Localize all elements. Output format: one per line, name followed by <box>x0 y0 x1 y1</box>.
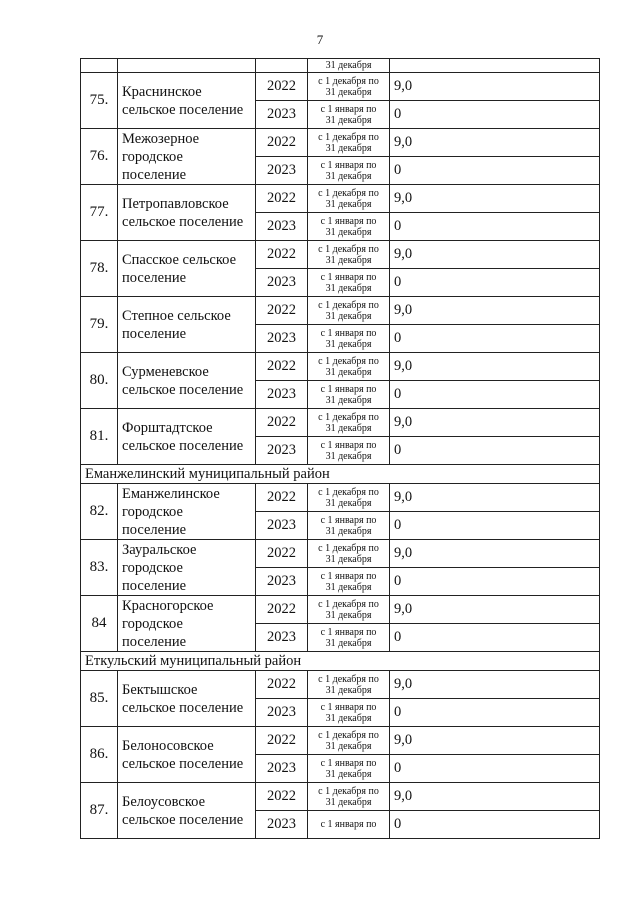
text-line: с 1 января по <box>320 215 377 227</box>
period-cell <box>308 297 390 325</box>
entry-number: 78. <box>81 241 118 297</box>
year-cell: 2023 <box>256 811 308 839</box>
entry-number: 83. <box>81 540 118 596</box>
tariff-table <box>80 58 600 839</box>
text-line: Еманжелинское <box>122 485 220 502</box>
settlement-name <box>118 297 256 353</box>
text-line: 31 декабря <box>325 637 372 649</box>
rate-cell: 0 <box>390 213 600 241</box>
period-cell <box>308 157 390 185</box>
text-line: Белоносовское <box>122 737 214 754</box>
year-cell: 2022 <box>256 727 308 755</box>
entry-number: 80. <box>81 353 118 409</box>
entry-number: 87. <box>81 783 118 839</box>
text-line: 31 декабря <box>325 497 372 509</box>
text-line: 31 декабря <box>325 525 372 537</box>
text-line: с 1 декабря по <box>318 243 379 255</box>
year-cell: 2022 <box>256 73 308 101</box>
entry-number: 82. <box>81 484 118 540</box>
text-line: 31 декабря <box>325 768 372 780</box>
text-line: с 1 января по <box>320 701 377 713</box>
text-line: Белоусовское <box>122 793 205 810</box>
text-line: сельское поселение <box>122 437 244 454</box>
settlement-name <box>118 409 256 465</box>
period-cell <box>308 73 390 101</box>
table-row <box>81 241 600 269</box>
table-body <box>81 59 600 839</box>
text-line: с 1 января по <box>320 819 377 830</box>
period-cell <box>308 596 390 624</box>
text-line: 31 декабря <box>325 338 372 350</box>
table-row <box>81 484 600 512</box>
entry-number: 84 <box>81 596 118 652</box>
text-line: 31 декабря <box>325 114 372 126</box>
period-cell <box>308 437 390 465</box>
entry-number: 86. <box>81 727 118 783</box>
year-cell: 2022 <box>256 129 308 157</box>
text-line: с 1 января по <box>320 514 377 526</box>
text-line: поселение <box>122 269 187 286</box>
period-cell <box>308 484 390 512</box>
period-cell <box>308 241 390 269</box>
entry-number: 85. <box>81 671 118 727</box>
settlement-name <box>118 185 256 241</box>
text-line: 31 декабря <box>325 226 372 238</box>
rate-cell: 0 <box>390 325 600 353</box>
period-cell <box>308 540 390 568</box>
rate-cell: 9,0 <box>390 129 600 157</box>
text-line: с 1 января по <box>320 439 377 451</box>
page-number: 7 <box>316 32 324 47</box>
text-line: поселение <box>122 166 187 183</box>
period-cell <box>308 568 390 596</box>
table-row-continued <box>81 59 600 73</box>
year-cell: 2022 <box>256 596 308 624</box>
table-row <box>81 297 600 325</box>
text-line: с 1 декабря по <box>318 486 379 498</box>
section-title: Еткульский муниципальный район <box>81 652 600 671</box>
text-line: Степное сельское <box>122 307 231 324</box>
year-cell: 2023 <box>256 157 308 185</box>
year-cell: 2022 <box>256 409 308 437</box>
year-cell: 2023 <box>256 512 308 540</box>
text-line: 31 декабря <box>325 86 372 98</box>
text-line: 31 декабря <box>325 609 372 621</box>
text-line: городское <box>122 615 183 632</box>
period-cell <box>308 409 390 437</box>
period-cell <box>308 353 390 381</box>
year-cell: 2022 <box>256 297 308 325</box>
period-cell <box>308 755 390 783</box>
text-line: с 1 января по <box>320 570 377 582</box>
text-line: с 1 января по <box>320 757 377 769</box>
rate-cell: 9,0 <box>390 353 600 381</box>
text-line: 31 декабря <box>325 740 372 752</box>
text-line: сельское поселение <box>122 381 244 398</box>
period-cell <box>308 512 390 540</box>
entry-number: 81. <box>81 409 118 465</box>
text-line: 31 декабря <box>325 366 372 378</box>
text-line: Краснинское <box>122 83 202 100</box>
year-cell: 2022 <box>256 540 308 568</box>
text-line: городское <box>122 559 183 576</box>
period-cell <box>308 811 390 839</box>
table-row <box>81 727 600 755</box>
text-line: сельское поселение <box>122 213 244 230</box>
text-line: 31 декабря <box>325 254 372 266</box>
section-row <box>81 652 600 671</box>
settlement-name <box>118 353 256 409</box>
year-cell: 2023 <box>256 699 308 727</box>
text-line: с 1 января по <box>320 271 377 283</box>
text-line: 31 декабря <box>325 170 372 182</box>
text-line: городское <box>122 148 183 165</box>
year-cell: 2023 <box>256 755 308 783</box>
text-line: с 1 декабря по <box>318 131 379 143</box>
text-line: с 1 декабря по <box>318 355 379 367</box>
year-cell <box>256 59 308 73</box>
period-cell <box>308 129 390 157</box>
period-cell <box>308 185 390 213</box>
entry-number: 79. <box>81 297 118 353</box>
rate-cell <box>390 59 600 73</box>
section-row <box>81 465 600 484</box>
text-line: Форштадтское <box>122 419 213 436</box>
settlement-name <box>118 73 256 129</box>
entry-number: 76. <box>81 129 118 185</box>
text-line: с 1 января по <box>320 383 377 395</box>
year-cell: 2023 <box>256 624 308 652</box>
rate-cell: 9,0 <box>390 409 600 437</box>
year-cell: 2023 <box>256 437 308 465</box>
text-line: сельское поселение <box>122 811 244 828</box>
year-cell: 2022 <box>256 241 308 269</box>
period-cell <box>308 783 390 811</box>
year-cell: 2022 <box>256 484 308 512</box>
settlement-name <box>118 596 256 652</box>
rate-cell: 9,0 <box>390 185 600 213</box>
text-line: с 1 января по <box>320 103 377 115</box>
rate-cell: 0 <box>390 437 600 465</box>
settlement-name <box>118 484 256 540</box>
text-line: с 1 декабря по <box>318 785 379 797</box>
text-line: сельское поселение <box>122 101 244 118</box>
section-title: Еманжелинский муниципальный район <box>81 465 600 484</box>
text-line: 31 декабря <box>325 684 372 696</box>
text-line: Спасское сельское <box>122 251 237 268</box>
text-line: 31 декабря <box>325 581 372 593</box>
settlement-name <box>118 540 256 596</box>
text-line: поселение <box>122 577 187 594</box>
year-cell: 2022 <box>256 671 308 699</box>
table-row <box>81 783 600 811</box>
text-line: с 1 декабря по <box>318 598 379 610</box>
rate-cell: 9,0 <box>390 540 600 568</box>
text-line: 31 декабря <box>325 198 372 210</box>
settlement-name <box>118 727 256 783</box>
rate-cell: 0 <box>390 811 600 839</box>
period-cell <box>308 325 390 353</box>
text-line: 31 декабря <box>325 142 372 154</box>
text-line: с 1 января по <box>320 159 377 171</box>
text-line: 31 декабря <box>325 282 372 294</box>
text-line: с 1 декабря по <box>318 299 379 311</box>
text-line: с 1 января по <box>320 327 377 339</box>
period-cell: 31 декабря <box>308 59 390 73</box>
rate-cell: 0 <box>390 157 600 185</box>
rate-cell: 0 <box>390 512 600 540</box>
num-cell <box>81 59 118 73</box>
text-line: 31 декабря <box>325 422 372 434</box>
table-row <box>81 185 600 213</box>
text-line: с 1 декабря по <box>318 729 379 741</box>
year-cell: 2022 <box>256 783 308 811</box>
rate-cell: 0 <box>390 381 600 409</box>
rate-cell: 9,0 <box>390 484 600 512</box>
year-cell: 2023 <box>256 213 308 241</box>
text-line: городское <box>122 503 183 520</box>
rate-cell: 0 <box>390 568 600 596</box>
text-line: 31 декабря <box>325 450 372 462</box>
rate-cell: 0 <box>390 101 600 129</box>
rate-cell: 9,0 <box>390 727 600 755</box>
rate-cell: 0 <box>390 269 600 297</box>
text-line: с 1 декабря по <box>318 673 379 685</box>
table-row <box>81 129 600 157</box>
period-cell <box>308 699 390 727</box>
period-cell <box>308 101 390 129</box>
rate-cell: 0 <box>390 755 600 783</box>
rate-cell: 9,0 <box>390 671 600 699</box>
year-cell: 2022 <box>256 185 308 213</box>
rate-cell: 9,0 <box>390 596 600 624</box>
text-line: Бектышское <box>122 681 198 698</box>
table-row <box>81 596 600 624</box>
text-line: сельское поселение <box>122 699 244 716</box>
period-cell <box>308 269 390 297</box>
period-cell <box>308 624 390 652</box>
text-line: 31 декабря <box>325 553 372 565</box>
settlement-name <box>118 671 256 727</box>
table-row <box>81 409 600 437</box>
year-cell: 2022 <box>256 353 308 381</box>
period-cell <box>308 213 390 241</box>
year-cell: 2023 <box>256 101 308 129</box>
entry-number: 77. <box>81 185 118 241</box>
text-line: поселение <box>122 325 187 342</box>
text-line: сельское поселение <box>122 755 244 772</box>
table-row <box>81 353 600 381</box>
text-line: 31 декабря <box>325 712 372 724</box>
rate-cell: 9,0 <box>390 783 600 811</box>
year-cell: 2023 <box>256 325 308 353</box>
text-line: с 1 декабря по <box>318 75 379 87</box>
settlement-name <box>118 241 256 297</box>
year-cell: 2023 <box>256 381 308 409</box>
text-line: с 1 декабря по <box>318 542 379 554</box>
entry-number: 75. <box>81 73 118 129</box>
rate-cell: 0 <box>390 624 600 652</box>
text-line: с 1 января по <box>320 626 377 638</box>
text-line: 31 декабря <box>325 310 372 322</box>
text-line: поселение <box>122 633 187 650</box>
year-cell: 2023 <box>256 568 308 596</box>
settlement-name <box>118 129 256 185</box>
period-cell <box>308 671 390 699</box>
text-line: поселение <box>122 521 187 538</box>
settlement-name <box>118 783 256 839</box>
name-cell <box>118 59 256 73</box>
period-cell <box>308 727 390 755</box>
rate-cell: 9,0 <box>390 73 600 101</box>
table-row <box>81 73 600 101</box>
text-line: Зауральское <box>122 541 197 558</box>
text-line: Красногорское <box>122 597 214 614</box>
period-cell <box>308 381 390 409</box>
table-row <box>81 540 600 568</box>
rate-cell: 0 <box>390 699 600 727</box>
text-line: 31 декабря <box>325 394 372 406</box>
text-line: с 1 декабря по <box>318 187 379 199</box>
table-row <box>81 671 600 699</box>
text-line: Петропавловское <box>122 195 229 212</box>
text-line: с 1 декабря по <box>318 411 379 423</box>
text-line: Сурменевское <box>122 363 209 380</box>
rate-cell: 9,0 <box>390 241 600 269</box>
text-line: 31 декабря <box>325 796 372 808</box>
rate-cell: 9,0 <box>390 297 600 325</box>
year-cell: 2023 <box>256 269 308 297</box>
text-line: Межозерное <box>122 130 200 147</box>
